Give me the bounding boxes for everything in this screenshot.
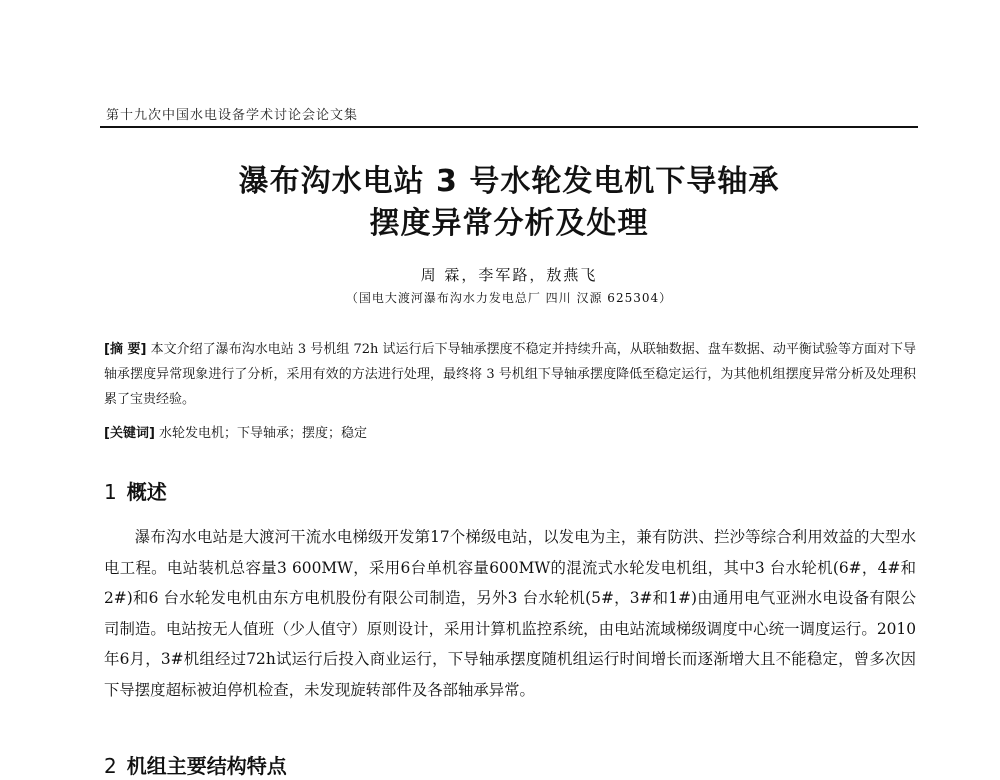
paper-title-line-1: 瀑布沟水电站 3 号水轮发电机下导轴承 xyxy=(238,164,780,199)
section-2-title: 机组主要结构特点 xyxy=(126,754,287,778)
affiliation: （国电大渡河瀑布沟水力发电总厂 四川 汉源 625304） xyxy=(345,291,673,305)
section-2-heading xyxy=(104,752,287,780)
section-1-number: 1 xyxy=(104,480,117,504)
running-header: 第十九次中国水电设备学术讨论会论文集 xyxy=(106,108,359,123)
keywords-text: 水轮发电机；下导轴承；摆度；稳定 xyxy=(159,426,368,441)
section-1-title: 概述 xyxy=(126,480,167,504)
abstract-label: [摘 要] xyxy=(104,342,147,357)
section-1-heading xyxy=(104,478,167,506)
paper-title-line-2: 摆度异常分析及处理 xyxy=(369,206,649,241)
authors: 周 霖，李军路，敖燕飞 xyxy=(420,266,598,284)
section-1-body: 瀑布沟水电站是大渡河干流水电梯级开发第17个梯级电站，以发电为主，兼有防洪、拦沙等综合利用效益的大型水电工程。电站装机总容量3 600MW，采用6台单机容量600MW的混流式水轮发电机组，其中3 台水轮机(6#，4#和2#)和6 台水轮发电机由东方电机股份有限公司制造，另外3 台水轮机(5#，3#和1#)由通用电气亚洲水电设备有限公司制造。电站按无人值班（少人值守）原则设计，采用计算机监控系统，由电站流域梯级调度中心统一调度运行。2010年6月，3#机组经过72h试运行后投入商业运行，下导轴承摆度随机组运行时间增长而逐渐增大且不能稳定，曾多次因下导摆度超标被迫停机检查，未发现旋转部件及各部轴承异常。 xyxy=(104,528,916,699)
keywords xyxy=(104,421,916,446)
header-rule xyxy=(100,126,918,128)
keywords-label: [关键词] xyxy=(104,426,155,441)
abstract xyxy=(104,337,916,412)
section-2-number: 2 xyxy=(104,754,117,778)
abstract-text: 本文介绍了瀑布沟水电站 3 号机组 72h 试运行后下导轴承摆度不稳定并持续升高，从联轴数据、盘车数据、动平衡试验等方面对下导轴承摆度异常现象进行了分析，采用有效的方法进行处理，最终将 3 号机组下导轴承摆度降低至稳定运行，为其他机组摆度异常分析及处理积累了宝贵经验。 xyxy=(104,342,917,407)
